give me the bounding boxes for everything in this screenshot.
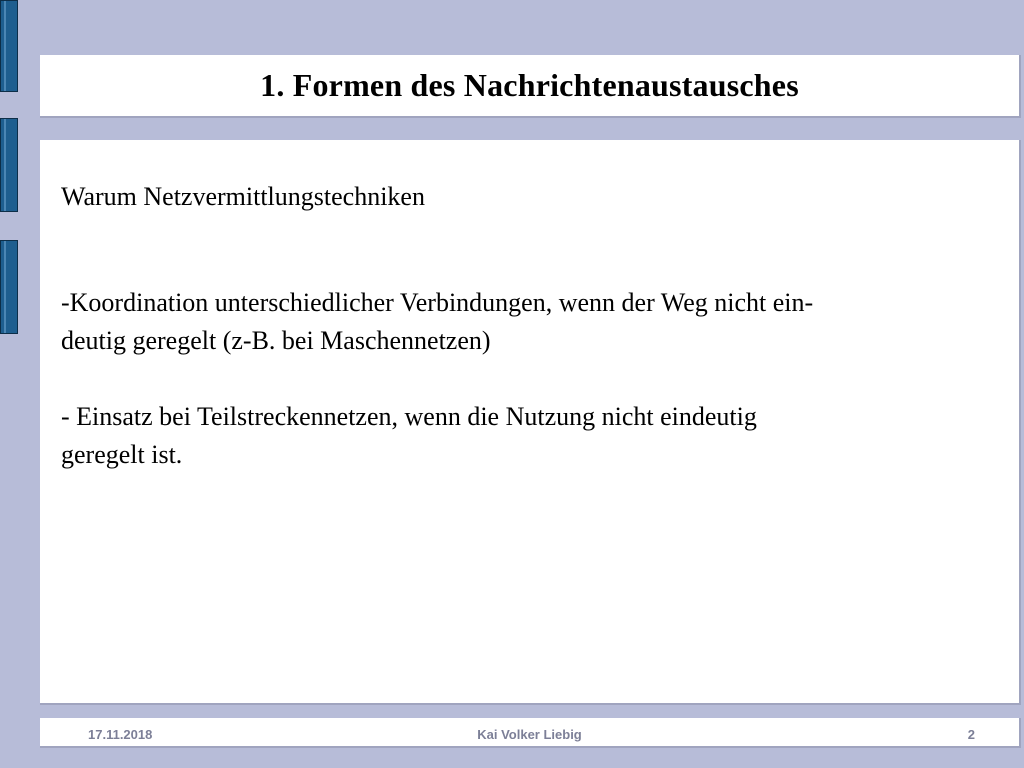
left-accent-bar-bottom bbox=[0, 240, 18, 334]
left-accent-bar-middle bbox=[0, 118, 18, 212]
bullet-item bbox=[61, 398, 981, 474]
slide-title: 1. Formen des Nachrichtenaustausches bbox=[260, 67, 799, 103]
bullet-line: -Koordination unterschiedlicher Verbindungen, wenn der Weg nicht ein- bbox=[61, 288, 814, 317]
slide-footer bbox=[40, 718, 1021, 748]
slide-subtitle: Warum Netzvermittlungstechniken bbox=[61, 182, 425, 211]
left-accent-bar-highlight bbox=[4, 241, 6, 333]
slide-body bbox=[61, 178, 981, 512]
bullet-item bbox=[61, 284, 981, 360]
left-accent-bar-highlight bbox=[4, 119, 6, 211]
slide-content-panel bbox=[40, 140, 1021, 705]
left-accent-bar-top bbox=[0, 0, 18, 92]
bullet-line: geregelt ist. bbox=[61, 440, 183, 469]
left-accent-bar-highlight bbox=[4, 1, 6, 91]
footer-author: Kai Volker Liebig bbox=[477, 727, 582, 742]
bullet-line: deutig geregelt (z-B. bei Maschennetzen) bbox=[61, 326, 491, 355]
bullet-line: - Einsatz bei Teilstreckennetzen, wenn die Nutzung nicht eindeutig bbox=[61, 402, 757, 431]
slide-title-panel bbox=[40, 55, 1021, 118]
footer-date: 17.11.2018 bbox=[88, 727, 153, 742]
footer-page-number: 2 bbox=[967, 727, 975, 742]
